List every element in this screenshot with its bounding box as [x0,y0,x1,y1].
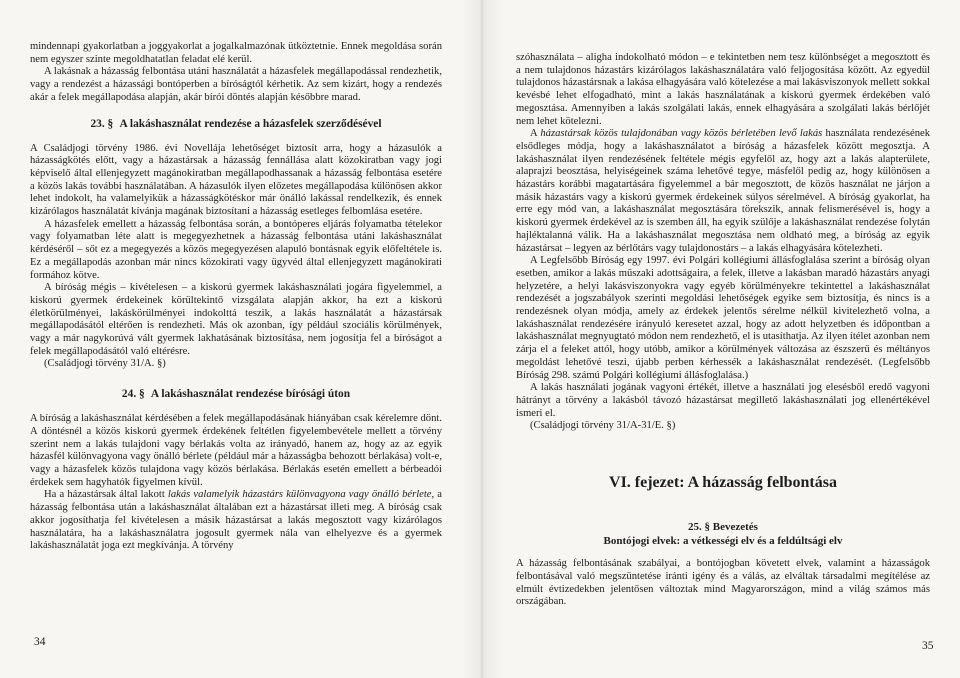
section-title: Bontójogi elvek: a vétkességi elv és a feldúltsági elv [603,534,843,547]
section-number: 23. § [90,117,114,130]
section-heading-25 [516,521,930,548]
italic-text: lakás valamelyik házastárs különvagyona vagy önálló bérlete [167,489,432,501]
section-title: A lakáshasználat rendezése bírósági úton [150,388,351,401]
right-text-column [516,52,930,609]
law-reference: (Családjogi törvény 31/A-31/E. §) [530,420,676,432]
paragraph: A bíróság mégis – kivételesen – a kiskorú gyermek lakáshasználati jogára figyelemmel, a kiskorú gyermek érdekeinek körültekintő vizsgálata alapján akkor, ha ezt a kiskorú életkörülményei, lakáskörülményei indokolttá teszik, a lakás használatát a házastársak megállapodásától eltérően is rendezheti. Más ok azonban, így például szociális körülmények, vagy a már nagykorúvá vált gyermek lakhatásának biztosítása, nem jogosítja fel a bíróságot a felek megállapodásától való eltérésre. [30,282,442,357]
section-heading-24 [30,387,442,401]
page-number: 35 [922,640,934,652]
right-page [516,0,934,678]
text-run: , a házasság felbontása után a lakáshasználat általában ezt a házastársat illeti meg. A bíróság csak akkor jogosíthatja fel kivételesen a másik házastársat a lakás megosztott vagy kizárólagos használatára, ha a lakáshasználatra jogosult gyermek nála van elhelyezve és a gyermek lakáshasználatát joga ezt megkívánja. A törvény [30,489,443,552]
paragraph [516,128,930,255]
paragraph [30,489,442,553]
text-run: Ha a házastársak által lakott [44,489,168,501]
left-page [30,0,442,678]
text-run: A [530,128,541,140]
paragraph: A házasság felbontásának szabályai, a bontójogban követett elvek, valamint a házasságok felbontásával való megszüntetése iránti igény és a válás, az elváltak társadalmi megítélése az elmúlt évtizedekben jelentősen változtak mind Magyarországon, mind a világ számos más országában. [516,558,930,608]
chapter-heading: VI. fejezet: A házasság felbontása [609,474,837,492]
section-title: A lakáshasználat rendezése a házasfelek szerződésével [119,117,382,130]
paragraph: A házasfelek emellett a házasság felbontása során, a bontóperes eljárás folyamatba tételekor vagy folyamatban léte alatt is megegyezhetnek a házasság felbontása utáni lakáshasználat kérdéséről – sőt ez a megegyezés a közös megegyezésen alapuló bontásnak egyik előfeltétele is. Ez a megállapodás azonban már nincs közokirati vagy ügyvéd által ellenjegyzett magánokirati formához kötve. [30,218,442,281]
paragraph: mindennapi gyakorlatban a joggyakorlat a jogalkalmazónak ütköztetnie. Ennek megoldása során nem egyszer szinte megoldhatatlan feladat elé kerül. [30,41,442,65]
text-run: használata rendezésének elsődleges módja, hogy a lakáshasználatot a bíróság a házasfelek között megosztja. A lakáshasználat ilyen rendezésének feltétele mégis egyfelől az, hogy azt a lakás alapterülete, alaprajzi beosztása, helyiségeinek száma lehetővé tegye, másfelől pedig az, hogy különösen a házastárs korábbi magatartására figyelemmel a bár megosztott, de közös használat ne járjon a másik házastárs vagy a kiskorú gyermek érdekeinek súlyos sérelmével. A bíróság gyakorlat, ha erre egy mód van, a lakáshasználat megosztására törekszik, annak felismerésével is, hogy a kiskorú gyermek érdekével az is szemben áll, ha egyik szülője a lakáshasználat rendezése folytán hajléktalanná válik. Ha a lakáshasználat megosztása nem oldható meg, a bíróság az egyik házastársat – legyen az bérlőtárs vagy tulajdonostárs – a lakás elhagyására kötelezheti. [516,128,930,254]
section-number: 25. § Bevezetés [688,521,758,534]
law-reference: (Családjogi törvény 31/A. §) [44,358,166,370]
left-text-column [30,41,442,553]
italic-text: házastársak közös tulajdonában vagy közös bérletében levő lakás [540,128,823,140]
page-number: 34 [34,636,46,648]
section-number: 24. § [121,388,145,401]
paragraph: A Legfelsőbb Bíróság egy 1997. évi Polgári kollégiumi állásfoglalása szerint a bíróság olyan esetben, amikor a lakás műszaki adottságaira, a felek, illetve a lakásban maradó házastárs anyagi helyzetére, a helyi lakásviszonyokra vagy egyéb körülményekre tekintettel a lakáshasználat rendezését a jogszabályok szerinti megoldási lehetőségek egyike sem biztosítja, és nincs is a rendezésnek olyan módja, amely az érdekek jelentős sérelme nélkül kivitelezhető volna, a lakáshasználat rendezésére irányuló keresetet azzal, hogy az adott helyzetben és időpontban a lakáshasználat megnyugtató módon nem rendezhető, el is utasíthatja. Az ilyen ítélet azonban nem zárja el a feleket attól, hogy utóbb, amikor a körülmények változása az észszerű és méltányos megoldást lehetővé teszi, újabb perben kérhessék a lakáshasználat rendezését. (Legfelsőbb Bíróság 298. számú Polgári kollégiumi állásfoglalása.) [516,255,930,381]
paragraph: szóhasználata – aligha indokolható módon – e tekintetben nem tesz különbséget a megosztott és a nem tulajdonos házastárs kizárólagos lakáshasználatára való feljogosítása között. Az egyedül tulajdonos házastársnak a lakása elhagyására való kötelezése a mai lakásviszonyok mellett sokkal kevésbé lehet elfogadható, mint a lakás használatának a kiskorú gyermek érdekében való megosztása. Amennyiben a lakás szolgálati lakás, ennek elhagyására a szolgálati lakás bérlőjét nem lehet kötelezni. [516,52,930,127]
book-gutter [462,0,502,678]
paragraph: A Családjogi törvény 1986. évi Novellája lehetőséget biztosít arra, hogy a házasulók a házasságkötés előtt, vagy a házastársak a házasság fennállása alatt közokiratban vagy jogi képviselő által ellenjegyzett magánokiratban megállapodhassanak a házasság felbontása esetére a közös lakás további használatában. A házasulók ilyen előzetes megállapodása különösen akkor lehet indokolt, ha valamelyikük a házasságkötéskor már önálló lakással rendelkezik, és ennek kizárólagos használatát kívánja magának biztosítani a házasság esetleges felbomlása esetére. [30,142,442,218]
paragraph: A lakásnak a házasság felbontása utáni használatát a házasfelek megállapodással rendezhetik, vagy a rendezést a házassági bontóperben a bíróságtól kérhetik. Az sem kizárt, hogy a rendezés akár a felek megállapodása alapján, akár bírói döntés alapján későbbre marad. [30,66,442,103]
paragraph: A bíróság a lakáshasználat kérdésében a felek megállapodásának hiányában csak kérelemre dönt. A döntésnél a közös kiskorú gyermek érdekének feltétlen figyelembevétele mellett a törvény szerint nem a lakás tulajdoni vagy bérlakás volta az irányadó, hanem az, hogy az az egyik házasfél különvagyona vagy önálló bérlete (például már a házasságba behozott bérlakása) volt-e, vagy a házasfelek közös tulajdona vagy közös bérlakása. Bérlakás esetén emellett a bérbeadói érdekek sem hagyhatók figyelmen kívül. [30,413,442,488]
paragraph: A lakás használati jogának vagyoni értékét, illetve a használati jog elesésből eredő vagyoni hátrányt a törvény a lakásból távozó házastársat megillető lakáshasználati jog ellenértékével ismeri el. [516,382,930,419]
section-heading-23 [30,117,442,131]
